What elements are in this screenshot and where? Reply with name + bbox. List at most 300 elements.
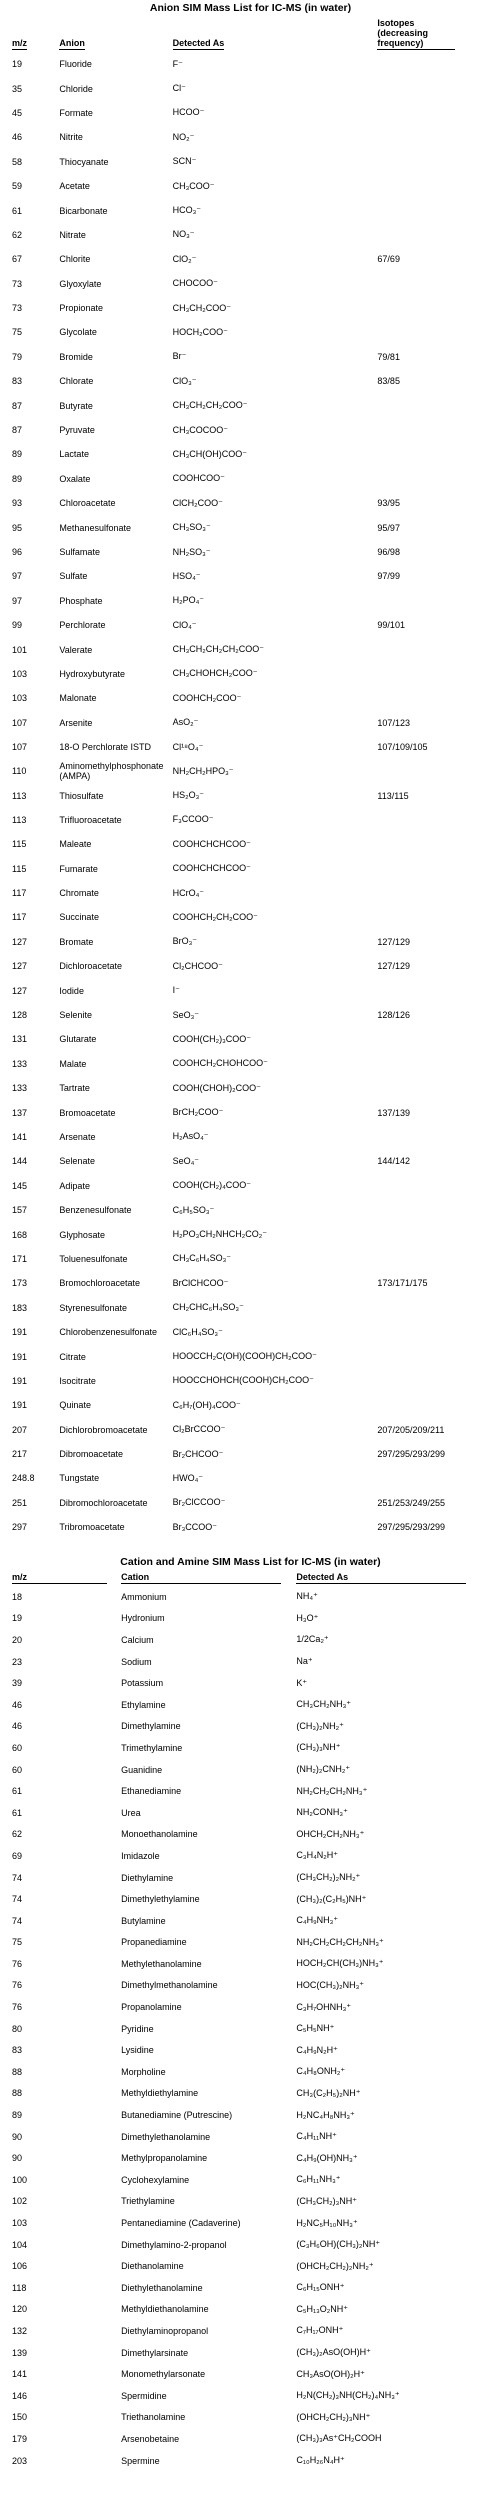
cell-detected-as: (CH₃CH₂)₃NH⁺ xyxy=(296,2195,357,2206)
cell-detected-as: F₃CCOO⁻ xyxy=(172,814,214,825)
cell-detected-as: C₄H₁₁NH⁺ xyxy=(296,2131,337,2142)
cell-mz: 96 xyxy=(12,547,23,557)
cell-mz: 132 xyxy=(12,2325,28,2336)
cell-isotopes xyxy=(377,125,482,149)
cell-mz: 113 xyxy=(12,814,27,825)
cell-detected-as: C₃H₄N₂H⁺ xyxy=(296,1850,339,1861)
table-row xyxy=(12,2147,482,2169)
cell-anion: Aminomethylphosphonate (AMPA) xyxy=(59,761,164,782)
cell-mz: 69 xyxy=(12,1850,23,1861)
cell-anion: Bromate xyxy=(59,936,94,947)
cell-mz: 61 xyxy=(12,205,23,216)
cell-anion: Citrate xyxy=(59,1351,86,1362)
header-anion: Anion xyxy=(59,38,85,48)
table-row xyxy=(12,1802,482,1824)
cell-anion: Iodide xyxy=(59,985,84,996)
cell-cation: Propanediamine xyxy=(121,1937,187,1948)
cell-cation: Cyclohexylamine xyxy=(121,2174,190,2185)
cell-detected-as: NH₂CH₂CH₂NH₃⁺ xyxy=(296,1785,368,1796)
cell-detected-as: (CH₃)₃As⁺CH₂COOH xyxy=(296,2433,382,2444)
table-row xyxy=(12,2385,482,2407)
cell-mz: 58 xyxy=(12,156,23,167)
cell-anion: Styrenesulfonate xyxy=(59,1302,127,1313)
cell-isotopes xyxy=(377,1125,482,1149)
cell-cation: Calcium xyxy=(121,1634,154,1645)
cell-cation: Morpholine xyxy=(121,2066,166,2077)
cell-anion: Glutarate xyxy=(59,1034,97,1045)
table-row xyxy=(12,1027,482,1051)
cell-anion: Sulfamate xyxy=(59,547,100,557)
cell-anion: Bicarbonate xyxy=(59,205,108,216)
cell-anion: Arsenate xyxy=(59,1131,96,1142)
cell-isotopes xyxy=(377,662,482,686)
cell-anion: Isocitrate xyxy=(59,1375,96,1386)
table-row xyxy=(12,515,482,539)
table-row xyxy=(12,808,482,832)
cell-isotopes: 297/295/293/299 xyxy=(377,1522,445,1533)
header-cation: Cation xyxy=(121,1572,296,1586)
cell-isotopes xyxy=(377,174,482,198)
cell-detected-as: ClCH₂COO⁻ xyxy=(172,497,223,508)
cell-detected-as: F⁻ xyxy=(172,58,183,69)
table-row xyxy=(12,2299,482,2321)
cell-cation: Dimethylethanolamine xyxy=(121,2131,211,2142)
cell-anion: Fluoride xyxy=(59,59,92,70)
cell-cation: Butylamine xyxy=(121,1915,166,1926)
cell-anion: Oxalate xyxy=(59,473,91,484)
table-row xyxy=(12,2450,482,2472)
cell-cation: Dimethylamino-2-propanol xyxy=(121,2239,227,2250)
cell-anion: Sulfate xyxy=(59,571,88,582)
cell-detected-as: Cl₂CHCOO⁻ xyxy=(172,960,223,971)
cell-detected-as: C₄H₈ONH₂⁺ xyxy=(296,2066,346,2077)
table-row xyxy=(12,905,482,929)
cell-detected-as: C₃H₇OHNH₃⁺ xyxy=(296,2001,352,2012)
table-row xyxy=(12,1953,482,1975)
cell-cation: Monomethylarsonate xyxy=(121,2369,206,2380)
cell-detected-as: HS₂O₃⁻ xyxy=(172,790,205,801)
cell-isotopes xyxy=(377,832,482,856)
cell-anion: Nitrite xyxy=(59,132,83,143)
cell-mz: 191 xyxy=(12,1375,28,1386)
table-row xyxy=(12,735,482,759)
cell-isotopes: 93/95 xyxy=(377,498,400,509)
cell-anion: Chromate xyxy=(59,888,99,899)
cell-mz: 191 xyxy=(12,1327,28,1338)
cell-detected-as: NO₃⁻ xyxy=(172,229,195,240)
cell-detected-as: Cl₂BrCCOO⁻ xyxy=(172,1424,226,1435)
cell-mz: 76 xyxy=(12,1958,23,1969)
cell-detected-as: NH₂CH₂HPO₃⁻ xyxy=(172,765,234,776)
cell-detected-as: Br₃CCOO⁻ xyxy=(172,1521,218,1532)
cell-mz: 203 xyxy=(12,2455,28,2466)
cell-detected-as: Br₂CHCOO⁻ xyxy=(172,1448,224,1459)
table-row xyxy=(12,1737,482,1759)
cell-isotopes: 97/99 xyxy=(377,571,400,582)
cell-mz: 83 xyxy=(12,2045,23,2056)
cell-mz: 106 xyxy=(12,2261,28,2272)
cell-cation: Methylethanolamine xyxy=(121,1958,202,1969)
cell-cation: Butanediamine (Putrescine) xyxy=(121,2110,233,2121)
cell-mz: 79 xyxy=(12,351,23,362)
header-detected-as: Detected As xyxy=(296,1572,482,1586)
cell-cation: Pentanediamine (Cadaverine) xyxy=(121,2218,241,2229)
cell-cation: Dimethylethylamine xyxy=(121,1894,200,1905)
table-row xyxy=(12,2018,482,2040)
cell-mz: 74 xyxy=(12,1872,23,1883)
cell-detected-as: HOOCCH₂C(OH)(COOH)CH₂COO⁻ xyxy=(172,1351,317,1361)
table-row xyxy=(12,1149,482,1173)
cell-cation: Ethylamine xyxy=(121,1699,166,1710)
cell-detected-as: CHOCOO⁻ xyxy=(172,278,218,289)
cell-anion: Maleate xyxy=(59,839,92,850)
cell-cation: Guanidine xyxy=(121,1764,163,1775)
cell-anion: Selenite xyxy=(59,1010,92,1021)
cell-detected-as: H₂NC₄H₈NH₃⁺ xyxy=(296,2109,355,2120)
table-row xyxy=(12,1888,482,1910)
cell-isotopes: 144/142 xyxy=(377,1156,410,1167)
cell-mz: 76 xyxy=(12,2002,23,2013)
cell-mz: 168 xyxy=(12,1229,28,1240)
cell-isotopes: 128/126 xyxy=(377,1010,410,1021)
cell-detected-as: CH₃CH₂CH₂COO⁻ xyxy=(172,400,248,411)
anion-table xyxy=(12,18,482,1539)
header-mz: m/z xyxy=(12,38,28,48)
cell-mz: 46 xyxy=(12,1699,23,1710)
cell-mz: 117 xyxy=(12,888,27,899)
table-row xyxy=(12,1174,482,1198)
cell-anion: Adipate xyxy=(59,1180,90,1191)
cell-isotopes xyxy=(377,1247,482,1271)
cell-detected-as: C₄H₉N₂H⁺ xyxy=(296,2044,338,2055)
table-row xyxy=(12,418,482,442)
cell-isotopes xyxy=(377,150,482,174)
cell-cation: Potassium xyxy=(121,1678,164,1689)
cell-anion: Butyrate xyxy=(59,400,93,411)
table-row xyxy=(12,1417,482,1441)
cell-detected-as: I⁻ xyxy=(172,985,180,996)
cell-detected-as: ClC₆H₄SO₃⁻ xyxy=(172,1326,223,1337)
cell-cation: Arsenobetaine xyxy=(121,2433,180,2444)
table-row xyxy=(12,1491,482,1515)
cell-detected-as: COOHCHCHCOO⁻ xyxy=(172,838,251,849)
table-row xyxy=(12,467,482,491)
cell-isotopes xyxy=(377,296,482,320)
header-isotopes: Isotopes (decreasing frequency) xyxy=(377,18,482,52)
cell-detected-as: HOC(CH₃)₂NH₃⁺ xyxy=(296,1979,364,1990)
table-row xyxy=(12,662,482,686)
table-row xyxy=(12,954,482,978)
cell-detected-as: H₂PO₄⁻ xyxy=(172,595,205,606)
cell-anion: Chlorobenzenesulfonate xyxy=(59,1327,157,1338)
cell-detected-as: Cl⁻ xyxy=(172,83,186,94)
cell-mz: 297 xyxy=(12,1522,28,1533)
cell-detected-as: OHCH₂CH₂NH₃⁺ xyxy=(296,1828,365,1839)
cell-mz: 62 xyxy=(12,1829,23,1840)
cell-mz: 18 xyxy=(12,1591,23,1602)
cell-isotopes xyxy=(377,905,482,929)
cell-mz: 74 xyxy=(12,1915,23,1926)
cell-isotopes xyxy=(377,759,482,783)
cell-cation: Diethylethanolamine xyxy=(121,2282,203,2293)
cell-anion: Quinate xyxy=(59,1400,91,1411)
table-row xyxy=(12,1845,482,1867)
cell-mz: 113 xyxy=(12,790,27,801)
cell-isotopes xyxy=(377,808,482,832)
cell-mz: 76 xyxy=(12,1980,23,1991)
cell-isotopes xyxy=(377,1369,482,1393)
cation-header-row xyxy=(12,1572,482,1586)
table-row xyxy=(12,1271,482,1295)
table-row xyxy=(12,2234,482,2256)
cell-anion: Glyphosate xyxy=(59,1229,105,1240)
cell-detected-as: CH₃CHOHCH₂COO⁻ xyxy=(172,668,258,679)
cell-detected-as: H₂NC₅H₁₀NH₃⁺ xyxy=(296,2217,358,2228)
cell-cation: Triethylamine xyxy=(121,2196,175,2207)
cell-mz: 97 xyxy=(12,595,23,606)
table-row xyxy=(12,1369,482,1393)
header-detected-as: Detected As xyxy=(172,38,225,48)
cell-anion: Perchlorate xyxy=(59,620,106,631)
cell-anion: Hydroxybutyrate xyxy=(59,668,125,679)
table-row xyxy=(12,2126,482,2148)
cell-isotopes xyxy=(377,418,482,442)
cell-mz: 127 xyxy=(12,985,28,996)
cell-cation: Diethylamine xyxy=(121,1872,174,1883)
cell-mz: 251 xyxy=(12,1497,28,1508)
table-row xyxy=(12,247,482,271)
cell-isotopes xyxy=(377,857,482,881)
table-row xyxy=(12,1125,482,1149)
cell-mz: 104 xyxy=(12,2239,28,2250)
cell-cation: Imidazole xyxy=(121,1850,160,1861)
cell-detected-as: C₄H₉(OH)NH₃⁺ xyxy=(296,2152,358,2163)
cell-mz: 133 xyxy=(12,1083,28,1094)
cell-mz: 146 xyxy=(12,2390,28,2401)
cell-mz: 144 xyxy=(12,1156,28,1167)
table-row xyxy=(12,442,482,466)
cell-detected-as: Br⁻ xyxy=(172,351,187,362)
cell-isotopes: 137/139 xyxy=(377,1107,410,1118)
cell-detected-as: CH₂CHC₆H₄SO₃⁻ xyxy=(172,1302,244,1313)
table-row xyxy=(12,52,482,76)
cell-isotopes: 113/115 xyxy=(377,790,409,801)
cell-cation: Diethanolamine xyxy=(121,2261,184,2272)
cell-detected-as: (OHCH₂CH₂)₃NH⁺ xyxy=(296,2411,371,2422)
cell-mz: 61 xyxy=(12,1807,23,1818)
cell-isotopes xyxy=(377,686,482,710)
cell-anion: Bromochloroacetate xyxy=(59,1278,140,1289)
cell-anion: Lactate xyxy=(59,449,89,460)
cell-detected-as: HCrO₄⁻ xyxy=(172,887,205,898)
cell-mz: 61 xyxy=(12,1786,23,1797)
cell-detected-as: (CH₃)₂AsO(OH)H⁺ xyxy=(296,2347,371,2358)
cell-detected-as: COOH(CH₂)₃COO⁻ xyxy=(172,1033,252,1044)
cell-detected-as: HOCH₂COO⁻ xyxy=(172,326,228,337)
cell-mz: 145 xyxy=(12,1180,28,1191)
cell-mz: 191 xyxy=(12,1351,28,1362)
cell-mz: 115 xyxy=(12,863,27,874)
cell-mz: 90 xyxy=(12,2153,23,2164)
cell-anion: Benzenesulfonate xyxy=(59,1205,132,1216)
table-row xyxy=(12,711,482,735)
cell-detected-as: Br₂ClCCOO⁻ xyxy=(172,1497,226,1508)
cell-anion: Pyruvate xyxy=(59,425,95,436)
cell-mz: 103 xyxy=(12,2218,28,2229)
cell-detected-as: NH₂CH₂CH₂CH₂NH₃⁺ xyxy=(296,1936,384,1947)
cell-mz: 59 xyxy=(12,181,23,192)
cell-detected-as: (CH₃)₂(C₂H₅)NH⁺ xyxy=(296,1893,367,1904)
cell-cation: Monoethanolamine xyxy=(121,1829,198,1840)
cell-detected-as: (CH₃)₂NH₂⁺ xyxy=(296,1720,344,1731)
cell-mz: 179 xyxy=(12,2433,28,2444)
cell-cation: Ethanediamine xyxy=(121,1786,182,1797)
table-row xyxy=(12,613,482,637)
cell-mz: 39 xyxy=(12,1678,23,1689)
cell-isotopes xyxy=(377,1296,482,1320)
cell-isotopes xyxy=(377,1174,482,1198)
cell-cation: Methyldiethylamine xyxy=(121,2088,199,2099)
cell-isotopes xyxy=(377,52,482,76)
cell-mz: 103 xyxy=(12,668,28,679)
cell-mz: 95 xyxy=(12,522,23,533)
cell-anion: 18-O Perchlorate ISTD xyxy=(59,742,151,753)
cell-mz: 183 xyxy=(12,1302,28,1313)
cell-cation: Spermidine xyxy=(121,2390,167,2401)
table-row xyxy=(12,1672,482,1694)
cell-detected-as: C₆H₁₁NH₃⁺ xyxy=(296,2174,341,2185)
cell-cation: Trimethylamine xyxy=(121,1742,183,1753)
table-row xyxy=(12,857,482,881)
cell-mz: 88 xyxy=(12,2088,23,2099)
cell-isotopes: 83/85 xyxy=(377,376,400,387)
cell-isotopes xyxy=(377,198,482,222)
cell-anion: Chloroacetate xyxy=(59,498,116,509)
cell-isotopes: 297/295/293/299 xyxy=(377,1449,445,1460)
cell-isotopes xyxy=(377,393,482,417)
cell-anion: Glycolate xyxy=(59,327,97,338)
table-row xyxy=(12,2407,482,2429)
cell-cation: Urea xyxy=(121,1807,141,1818)
cell-mz: 23 xyxy=(12,1656,23,1667)
cell-isotopes xyxy=(377,1076,482,1100)
cell-detected-as: H₂AsO₄⁻ xyxy=(172,1131,209,1142)
cell-mz: 19 xyxy=(12,59,23,70)
cell-detected-as: HWO₄⁻ xyxy=(172,1472,204,1483)
table-row xyxy=(12,2061,482,2083)
cell-mz: 131 xyxy=(12,1034,28,1045)
cation-rows xyxy=(12,1586,482,2471)
table-row xyxy=(12,1867,482,1889)
cell-detected-as: HOOCCHOHCH(COOH)CH₂COO⁻ xyxy=(172,1375,314,1386)
cell-isotopes: 95/97 xyxy=(377,522,400,533)
cell-mz: 93 xyxy=(12,498,23,509)
cell-detected-as: Na⁺ xyxy=(296,1656,313,1667)
table-row xyxy=(12,1442,482,1466)
cell-mz: 19 xyxy=(12,1613,23,1624)
cell-detected-as: COOHCH₂COO⁻ xyxy=(172,692,242,703)
table-row xyxy=(12,2039,482,2061)
cell-cation: Pyridine xyxy=(121,2023,154,2034)
cell-mz: 60 xyxy=(12,1764,23,1775)
cell-detected-as: HSO₄⁻ xyxy=(172,570,201,581)
cell-detected-as: COOHCHCHCOO⁻ xyxy=(172,863,251,874)
table-row xyxy=(12,1651,482,1673)
table-row xyxy=(12,1932,482,1954)
table-row xyxy=(12,1344,482,1368)
cell-mz: 99 xyxy=(12,620,23,631)
cell-detected-as: ClO₂⁻ xyxy=(172,253,197,264)
cell-detected-as: (CH₃)₃NH⁺ xyxy=(296,1742,341,1753)
cell-detected-as: C₁₀H₂₆N₄H⁺ xyxy=(296,2455,345,2466)
header-mz: m/z xyxy=(12,1572,121,1586)
cell-detected-as: C₆H₁₅ONH⁺ xyxy=(296,2282,345,2293)
table-row xyxy=(12,369,482,393)
cell-detected-as: HCOO⁻ xyxy=(172,107,205,118)
cell-mz: 87 xyxy=(12,425,23,436)
cell-mz: 157 xyxy=(12,1205,28,1216)
cell-mz: 74 xyxy=(12,1894,23,1905)
cell-isotopes: 127/129 xyxy=(377,961,410,972)
cell-mz: 107 xyxy=(12,717,28,728)
cell-anion: Thiocyanate xyxy=(59,156,109,167)
cell-detected-as: Cl¹⁸O₄⁻ xyxy=(172,741,204,752)
cell-mz: 89 xyxy=(12,473,23,484)
cell-mz: 45 xyxy=(12,107,23,118)
cell-detected-as: COOHCOO⁻ xyxy=(172,473,225,484)
table-row xyxy=(12,125,482,149)
cell-mz: 127 xyxy=(12,961,28,972)
table-row xyxy=(12,198,482,222)
cell-isotopes xyxy=(377,467,482,491)
cell-mz: 133 xyxy=(12,1058,28,1069)
cell-detected-as: CH₃COO⁻ xyxy=(172,180,215,191)
cell-detected-as: C₅H₁₃O₂NH⁺ xyxy=(296,2303,348,2314)
cell-mz: 100 xyxy=(12,2174,28,2185)
cell-cation: Dimethylamine xyxy=(121,1721,181,1732)
cell-anion: Dibromoacetate xyxy=(59,1449,123,1460)
cell-mz: 101 xyxy=(12,644,28,655)
cell-mz: 139 xyxy=(12,2347,28,2358)
cell-anion: Propionate xyxy=(59,303,103,314)
table-row xyxy=(12,223,482,247)
cell-cation: Dimethylmethanolamine xyxy=(121,1980,218,1991)
cell-detected-as: HCO₃⁻ xyxy=(172,205,202,216)
table-row xyxy=(12,1320,482,1344)
cell-isotopes xyxy=(377,223,482,247)
cell-mz: 217 xyxy=(12,1449,28,1460)
cell-mz: 90 xyxy=(12,2131,23,2142)
table-row xyxy=(12,1076,482,1100)
cell-detected-as: C₅H₅NH⁺ xyxy=(296,2023,335,2034)
cell-detected-as: SeO₃⁻ xyxy=(172,1009,200,1020)
cell-mz: 117 xyxy=(12,912,27,923)
table-row xyxy=(12,564,482,588)
cell-isotopes: 79/81 xyxy=(377,351,400,362)
cell-mz: 60 xyxy=(12,1742,23,1753)
cell-anion: Tartrate xyxy=(59,1083,90,1094)
cell-isotopes xyxy=(377,1344,482,1368)
cell-anion: Malonate xyxy=(59,693,97,704)
cell-detected-as: C₆H₅SO₃⁻ xyxy=(172,1204,215,1215)
cell-cation: Spermine xyxy=(121,2455,160,2466)
cell-cation: Diethylaminopropanol xyxy=(121,2325,209,2336)
cell-mz: 97 xyxy=(12,571,23,582)
cell-anion: Bromoacetate xyxy=(59,1107,116,1118)
table-row xyxy=(12,1910,482,1932)
cell-anion: Dichlorobromoacetate xyxy=(59,1424,148,1435)
table-row xyxy=(12,783,482,807)
